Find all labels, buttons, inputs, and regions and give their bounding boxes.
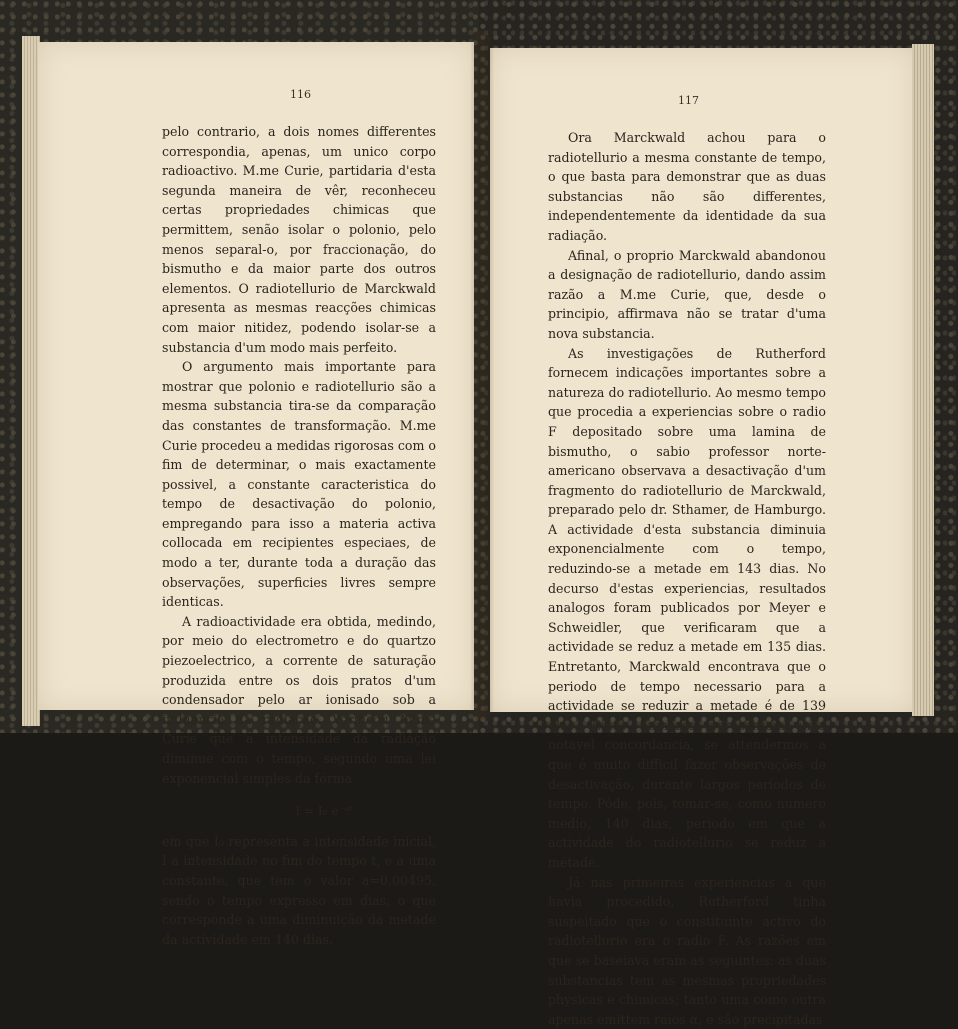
right-page (490, 48, 914, 1027)
right-paragraph-1: Ora Marckwald achou para o radiotellurio a mesma constante de tempo, o que basta para demonstrar que as duas substancias não são differentes, independentemente da identidade da sua radiação. (548, 130, 826, 243)
left-paragraph-1: pelo contrario, a dois nomes differentes correspondia, apenas, um unico corpo radioactivo. M.me Curie, partidaria d'esta segunda maneira de vêr, reconheceu certas propriedades chimicas que permittem, senão isolar o polonio, pelo menos separal-o, por fraccionação, do bismutho e da maior parte dos outros elementos. O radiotellurio de Marckwald apresenta as mesmas reacções chimicas com maior nitidez, podendo isolar-se a substancia d'um modo mais perfeito. (162, 124, 436, 355)
left-paragraph-4: em que I₀ representa a intensidade inicial, I a intensidade no fim do tempo t, e a uma constante, que tem o valor a=0,00495, sendo o tempo expresso em dias, o que corresponde a uma diminuição da metade da actividade em 140 dias. (162, 833, 436, 947)
right-page-number: 117 (678, 94, 699, 107)
page-edges-right (912, 44, 934, 716)
left-page (38, 42, 474, 947)
left-page-number: 116 (290, 88, 311, 101)
decay-formula: I = I₀ e⁻ᵅᵗ (295, 804, 353, 819)
right-page-text (548, 128, 826, 1029)
left-paragraph-2: O argumento mais importante para mostrar que polonio e radiotellurio são a mesma substancia tira-se da comparação das constantes de transformação. M.me Curie procedeu a medidas rigorosas com o fim de determinar, o mais exactamente possivel, a constante caracteristica do tempo de desactivação do polonio, empregando para isso a materia activa collocada em recipientes especiaes, de modo a ter, durante toda a duração das observações, superficies livres sempre identicas. (162, 359, 436, 610)
book-gutter (470, 30, 494, 720)
right-paragraph-4: Já nas primeiras experiencias a que havia procedido, Rutherford tinha suspeitado que o constituinte activo do radiotellurio era o radio F. As razões em que se baseiava eram as seguintes: as duas substancias tem as mesmas propriedades physicas e chimicas; tanto uma como outra apenas emittem raios α, e são precipitadas (548, 874, 826, 1027)
left-page-text (162, 122, 436, 949)
right-paragraph-3: As investigações de Rutherford fornecem indicações importantes sobre a natureza do radiotellurio. Ao mesmo tempo que procedia a experiencias sobre o radio F depositado sobre uma lamina de bismutho, o sabio professor norte-americano observava a desactivação d'um fragmento do radiotellurio de Marckwald, preparado pelo dr. Sthamer, de Hamburgo. A actividade d'esta substancia diminuia exponencialmente com o tempo, reduzindo-se a metade em 143 dias. No decurso d'estas experiencias, resultados analogos foram publicados por Meyer e Schweidler, que verificaram que a actividade se reduz a metade em 135 dias. Entretanto, Marckwald encontrava que o periodo de tempo necessario para a actividade se reduzir a metade é de 139 dias. Estes numeros apresentam uma notavel concordancia, se attendermos a que é muito difficil fazer observações de desactivação, durante largos periodos de tempo. Póde, pois, tomar-se, como numero medio, 140 dias, periodo em que a actividade do radiotellurio se reduz a metade. (548, 345, 826, 870)
right-paragraph-2: Afinal, o proprio Marckwald abandonou a designação de radiotellurio, dando assim razão a M.me Curie, que, desde o principio, affirmava não se tratar d'uma nova substancia. (548, 247, 826, 341)
left-paragraph-3: A radioactividade era obtida, medindo, por meio do electrometro e do quartzo piezoelectrico, a corrente de saturação produzida entre os dois pratos d'um condensador pelo ar ionisado sob a influencia da radiação. Verificou M.me Curie que a intensidade da radiação diminue com o tempo, segundo uma lei exponencial simples da fórma (162, 613, 436, 786)
